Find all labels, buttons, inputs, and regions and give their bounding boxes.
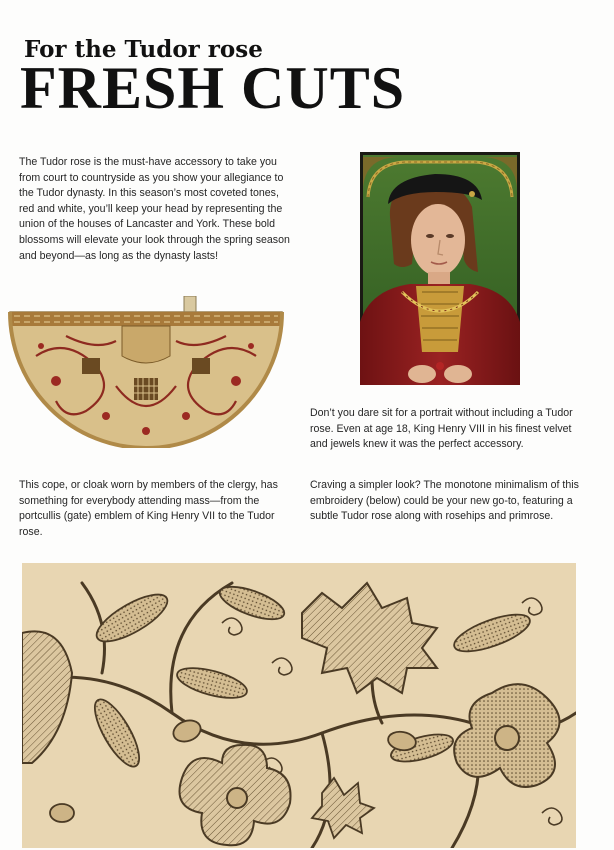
intro-paragraph: The Tudor rose is the must-have accessory to take you from court to countryside as you show your allegiance to the Tudor dynasty. In this season’s most coveted tones, red and white, you’ll keep your head by representing the union of the houses of Lancaster and York. These bold blossoms will elevate your look through the spring season and beyond—as long as the dynasty lasts! (19, 156, 290, 262)
embroidery-caption: Craving a simpler look? The monotone minimalism of this embroidery (below) could be your new go-to, featuring a subtle Tudor rose along with rosehips and primrose. (310, 479, 579, 523)
cope-caption: This cope, or cloak worn by members of the clergy, has something for everybody attending mass—from the portcullis (gate) emblem of King Henry VII to the Tudor rose. (19, 479, 278, 538)
portrait-caption: Don’t you dare sit for a portrait without including a Tudor rose. Even at age 18, King Henry VIII in his finest velvet and jewels knew it was the perfect accessory. (310, 407, 573, 451)
blackwork-embroidery-image (22, 563, 576, 848)
tudor-cope-image (6, 296, 286, 448)
article-kicker: For the Tudor rose (24, 36, 263, 63)
article-headline: FRESH CUTS (20, 55, 406, 121)
henry-viii-portrait-image (360, 152, 520, 385)
